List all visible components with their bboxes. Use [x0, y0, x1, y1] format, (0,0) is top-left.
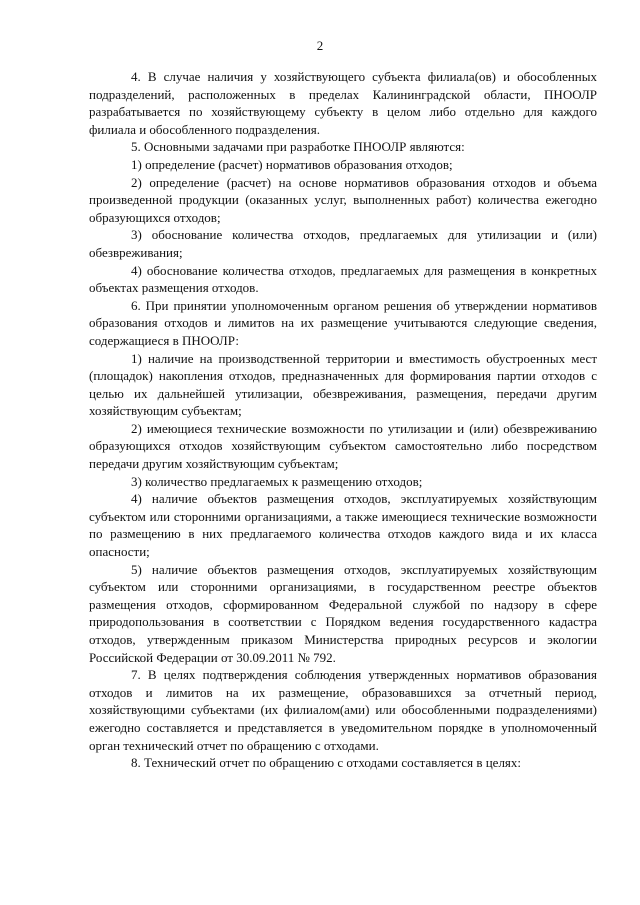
paragraph-6-item-1: 1) наличие на производственной территории и вместимость обустроенных мест (площадок) накопления отходов, предназначенных для формирования партии отходов с целью их дальнейшей утилизации, обезвреживания, размещения, передачи другим хозяйствующим субъектам; [89, 350, 597, 419]
paragraph-6-item-2: 2) имеющиеся технические возможности по утилизации и (или) обезвреживанию образующихся отходов хозяйствующим субъектом самостоятельно либо посредством передачи другим хозяйствующим субъектам; [89, 420, 597, 472]
paragraph-5-item-4: 4) обоснование количества отходов, предлагаемых для размещения в конкретных объектах размещения отходов. [89, 262, 597, 296]
paragraph-5: 5. Основными задачами при разработке ПНООЛР являются: [131, 139, 465, 155]
paragraph-6: 6. При принятии уполномоченным органом решения об утверждении нормативов образования отходов и лимитов на их размещение учитываются следующие сведения, содержащиеся в ПНООЛР: [89, 297, 597, 348]
paragraph-6-item-3: 3) количество предлагаемых к размещению отходов; [131, 473, 423, 489]
paragraph-5-item-3: 3) обоснование количества отходов, предлагаемых для утилизации и (или) обезвреживания; [89, 227, 597, 260]
paragraph-5-item-1: 1) определение (расчет) нормативов образования отходов; [131, 156, 453, 172]
paragraph-5-item-2: 2) определение (расчет) на основе нормативов образования отходов и объема произведенной продукции (оказанных услуг, выполненных работ) количества ежегодно образующихся отходов; [89, 174, 597, 225]
paragraph-7: 7. В целях подтверждения соблюдения утвержденных нормативов образования отходов и лимитов на их размещение, образовавшихся за отчетный период, хозяйствующими субъектами (их филиалом(ами) или обособленными подразделениями) ежегодно составляется и представляется в уведомительном порядке в уполномоченный орган технический отчет по обращению с отходами. [89, 667, 597, 753]
paragraph-4: 4. В случае наличия у хозяйствующего субъекта филиала(ов) и обособленных подразделений, расположенных в пределах Калининградской области, ПНООЛР разрабатывается по хозяйствующему субъекту в целом либо отдельно для каждого филиала и обособленного подразделения. [89, 69, 597, 137]
paragraph-6-item-4: 4) наличие объектов размещения отходов, эксплуатируемых хозяйствующим субъектом или сторонними организациями, а также имеющиеся технические возможности по размещению в них предлагаемого количества отходов каждого вида и их класса опасности; [89, 491, 597, 560]
document-body [89, 68, 597, 772]
page-number: 2 [316, 38, 324, 53]
paragraph-6-item-5: 5) наличие объектов размещения отходов, эксплуатируемых хозяйствующим субъектом или сторонними организациями, в государственном реестре объектов размещения отходов, сформированном Федеральной службой по надзору в сфере природопользования в соответствии с Порядком ведения государственного кадастра отходов, утвержденным приказом Министерства природных ресурсов и экологии Российской Федерации от 30.09.2011 № 792. [89, 561, 597, 665]
paragraph-8: 8. Технический отчет по обращению с отходами составляется в целях: [131, 755, 522, 771]
